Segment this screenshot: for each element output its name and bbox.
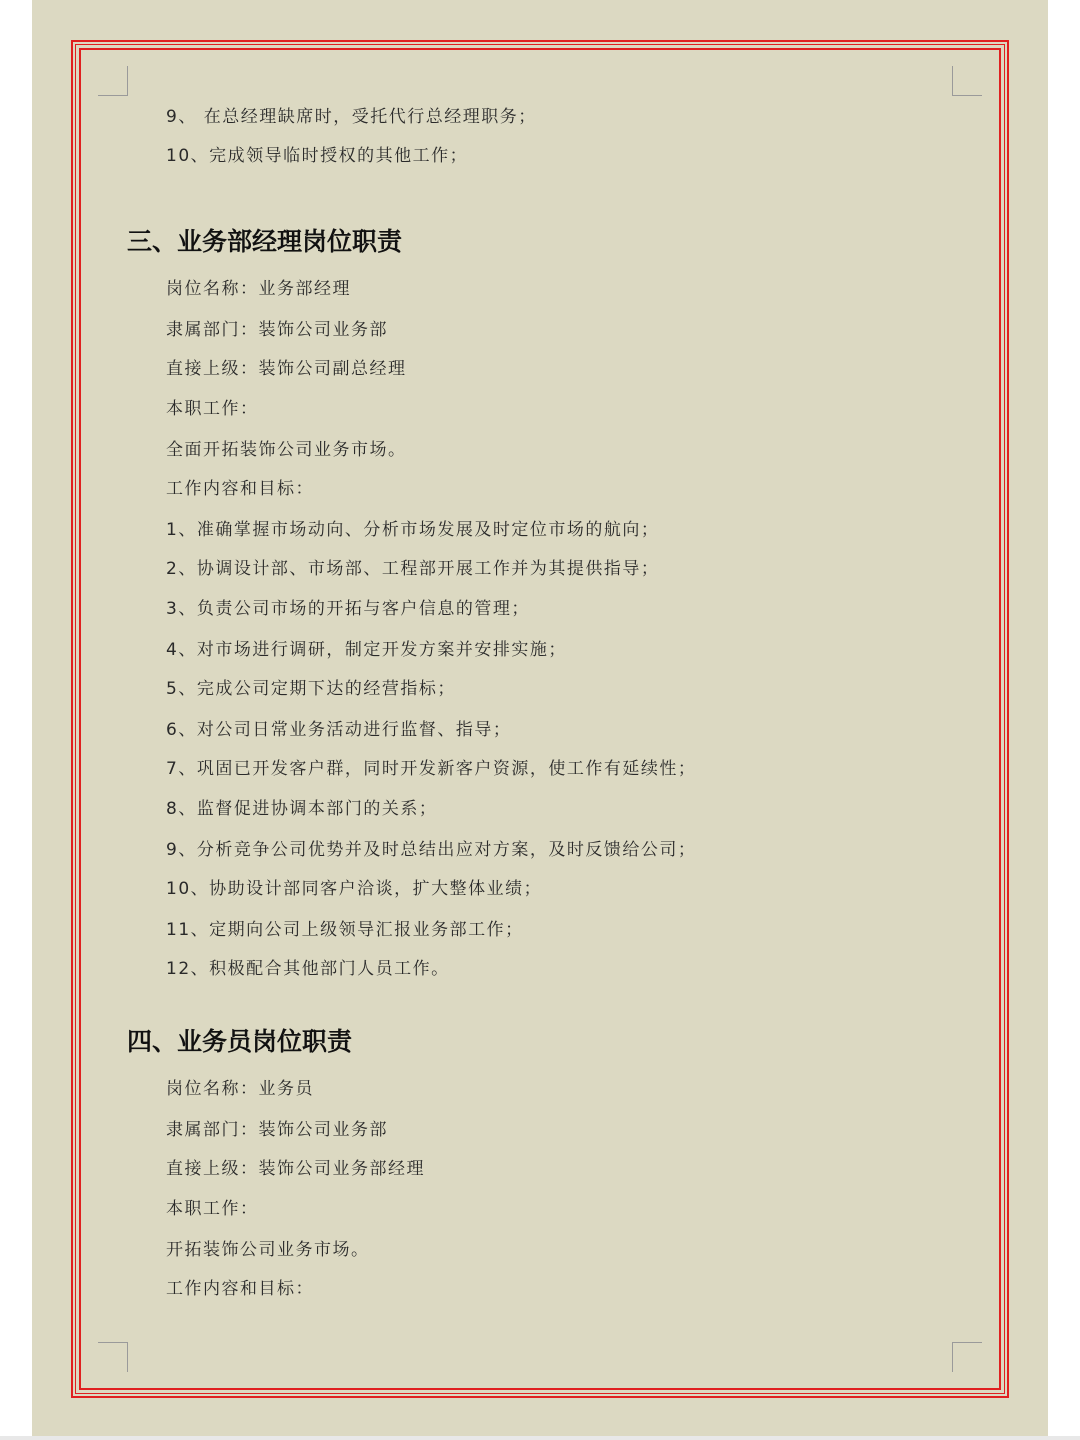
section-3-line: 6、对公司日常业务活动进行监督、指导； (166, 720, 512, 740)
section-3-line: 8、监督促进协调本部门的关系； (166, 799, 438, 819)
section-3-line: 全面开拓装饰公司业务市场。 (166, 440, 407, 460)
section-3-line: 9、分析竞争公司优势并及时总结出应对方案，及时反馈给公司； (166, 840, 697, 860)
section-3-line: 11、定期向公司上级领导汇报业务部工作； (166, 920, 524, 940)
section-3-line: 1、准确掌握市场动向、分析市场发展及时定位市场的航向； (166, 520, 660, 540)
section-3-line: 5、完成公司定期下达的经营指标； (166, 679, 456, 699)
section-4-line: 直接上级：装饰公司业务部经理 (166, 1159, 425, 1179)
section-4-line: 本职工作： (166, 1199, 259, 1219)
section-4-line: 岗位名称：业务员 (166, 1079, 314, 1099)
intro-item: 9、 在总经理缺席时，受托代行总经理职务； (166, 107, 537, 127)
section-3-heading: 三、业务部经理岗位职责 (127, 227, 403, 256)
section-3-line: 工作内容和目标： (166, 479, 314, 499)
margin-corner-top-left (98, 66, 128, 96)
section-3-line: 直接上级：装饰公司副总经理 (166, 359, 407, 379)
section-4-line: 开拓装饰公司业务市场。 (166, 1240, 370, 1260)
section-4-line: 隶属部门：装饰公司业务部 (166, 1120, 388, 1140)
section-3-line: 隶属部门：装饰公司业务部 (166, 320, 388, 340)
margin-corner-bottom-right (952, 1342, 982, 1372)
section-4-heading: 四、业务员岗位职责 (127, 1027, 353, 1056)
section-3-line: 12、积极配合其他部门人员工作。 (166, 959, 450, 979)
margin-corner-bottom-left (98, 1342, 128, 1372)
margin-corner-top-right (952, 66, 982, 96)
section-3-line: 2、协调设计部、市场部、工程部开展工作并为其提供指导； (166, 559, 660, 579)
intro-item: 10、完成领导临时授权的其他工作； (166, 146, 469, 166)
section-3-line: 7、巩固已开发客户群，同时开发新客户资源，使工作有延续性； (166, 759, 697, 779)
section-3-line: 本职工作： (166, 399, 259, 419)
section-3-line: 岗位名称：业务部经理 (166, 279, 351, 299)
section-3-line: 4、对市场进行调研，制定开发方案并安排实施； (166, 640, 567, 660)
section-3-line: 3、负责公司市场的开拓与客户信息的管理； (166, 599, 530, 619)
section-4-line: 工作内容和目标： (166, 1279, 314, 1299)
section-3-line: 10、协助设计部同客户洽谈，扩大整体业绩； (166, 879, 543, 899)
bottom-edge (0, 1436, 1080, 1440)
